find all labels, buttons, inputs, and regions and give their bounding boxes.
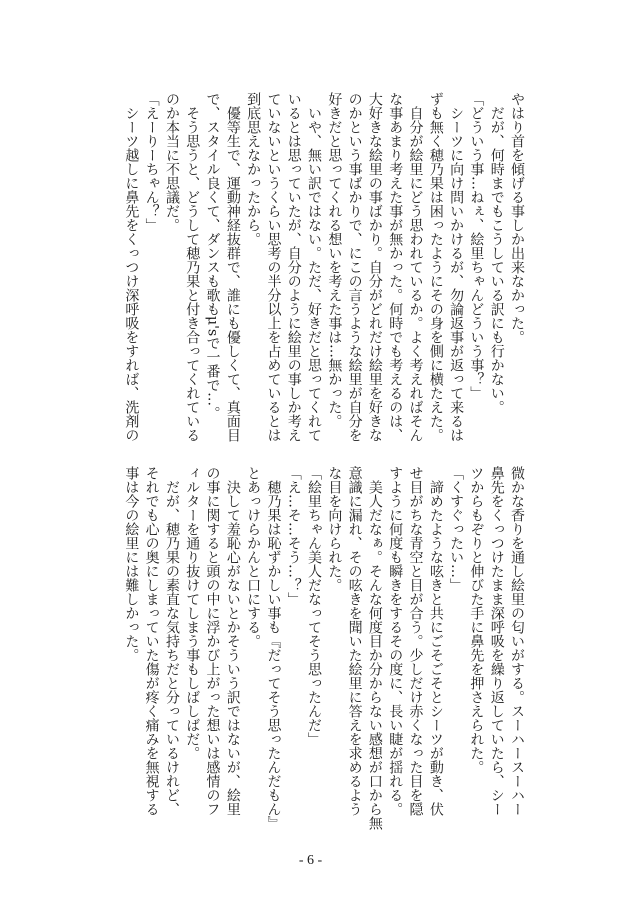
text-line: ていないというくらい思考の半分以上を占めているとは (265, 92, 282, 442)
text-line: 「くすぐったい…」 (448, 466, 465, 592)
text-line: いるとは思っていたが、自分のように絵里の事しか考え (285, 92, 302, 442)
text-line: シーツに向け問いかけるが、勿論返事が返って来るは (448, 92, 465, 442)
lower-text-block (121, 466, 527, 830)
text-line: 「絵里ちゃん美人だなってそう思ったんだ」 (306, 466, 323, 746)
text-line: せ目がちな青空と目が合う。少しだけ赤くなった目を隠 (407, 466, 424, 816)
text-line: やはり首を傾げる事しか出来なかった。 (509, 92, 525, 344)
text-line: 到底思えなかったから。 (245, 92, 262, 246)
text-line: で、スタイル良くて、ダンスも歌もμ'sで一番で…。 (204, 92, 221, 421)
upper-text-block (121, 92, 527, 442)
text-line: だが、穂乃果の素直な気持ちだと分っているけれど、 (163, 466, 180, 816)
text-line: 「えーりーちゃん？」 (143, 92, 160, 232)
text-line: のか本当に不思議だ。 (163, 92, 180, 232)
text-line: 意識に漏れ、その呟きを聞いた絵里に答えを求めるよう (346, 466, 363, 816)
text-line: それでも心の奥にしまっていた傷が疼く痛みを無視する (143, 466, 160, 816)
text-line: シーツ越しに鼻先をくっつけ深呼吸をすれば、洗剤の (123, 92, 140, 442)
text-line: ツからもぞりと伸びた手に鼻先を押さえられた。 (468, 466, 485, 774)
text-line: の事に関すると頭の中に浮かび上がった想いは感情のフ (204, 466, 221, 816)
text-line: そう思うと、どうして穂乃果と付き合ってくれている (184, 92, 201, 442)
text-line: ィルターを通り抜けてしまう事もしばしばだ。 (184, 466, 201, 760)
text-line: 諦めたような呟きと共にごそごそとシーツが動き、伏 (427, 466, 444, 816)
text-line: 決して羞恥心がないとかそういう訳ではないが、絵里 (224, 466, 241, 816)
text-line: 鼻先をくっつけたまま深呼吸を繰り返していたら、シー (488, 466, 505, 816)
text-line: だが、何時までもこうしている訳にも行かない。 (488, 92, 505, 414)
text-line: 「え…そ…そう…？」 (285, 466, 302, 606)
text-line: 事は今の絵里には難しかった。 (123, 466, 140, 662)
text-line: 大好きな絵里の事ばかり。自分がどれだけ絵里を好きな (366, 92, 383, 442)
text-line: 好きだと思ってくれる想いを考えた事は…無かった。 (326, 92, 343, 428)
text-line: 「どういう事…ねぇ、絵里ちゃんどういう事？」 (468, 92, 485, 400)
text-line: な目を向けられた。 (326, 466, 343, 592)
text-line: のかという事ばかりで、にこの言うような絵里が自分を (346, 92, 363, 442)
text-line: 美人だなぁ。そんな何度目か分からない感想が口から無 (366, 466, 383, 830)
text-line: 微かな香りを通し絵里の匂いがする。スーハースーハー (509, 466, 525, 816)
text-line: 穂乃果は恥ずかしい事も『だってそう思ったんだもん』 (265, 466, 282, 830)
text-line: な事あまり考えた事が無かった。何時でも考えるのは、 (387, 92, 404, 442)
text-line: ずも無く穂乃果は困ったようにその身を側に横たえた。 (427, 92, 444, 442)
page-number: - 6 - (298, 853, 323, 868)
text-line: 自分が絵里にどう思われているか。よく考えればそん (407, 92, 424, 442)
text-line: 優等生で、運動神経抜群で、誰にも優しくて、真面目 (224, 92, 241, 442)
text-line: とあっけらかんと口にする。 (245, 466, 262, 648)
text-line: いや、無い訳ではない。ただ、好きだと思ってくれて (306, 92, 323, 442)
text-line: すように何度も瞬きをするその度に、長い睫が揺れる。 (387, 466, 404, 816)
